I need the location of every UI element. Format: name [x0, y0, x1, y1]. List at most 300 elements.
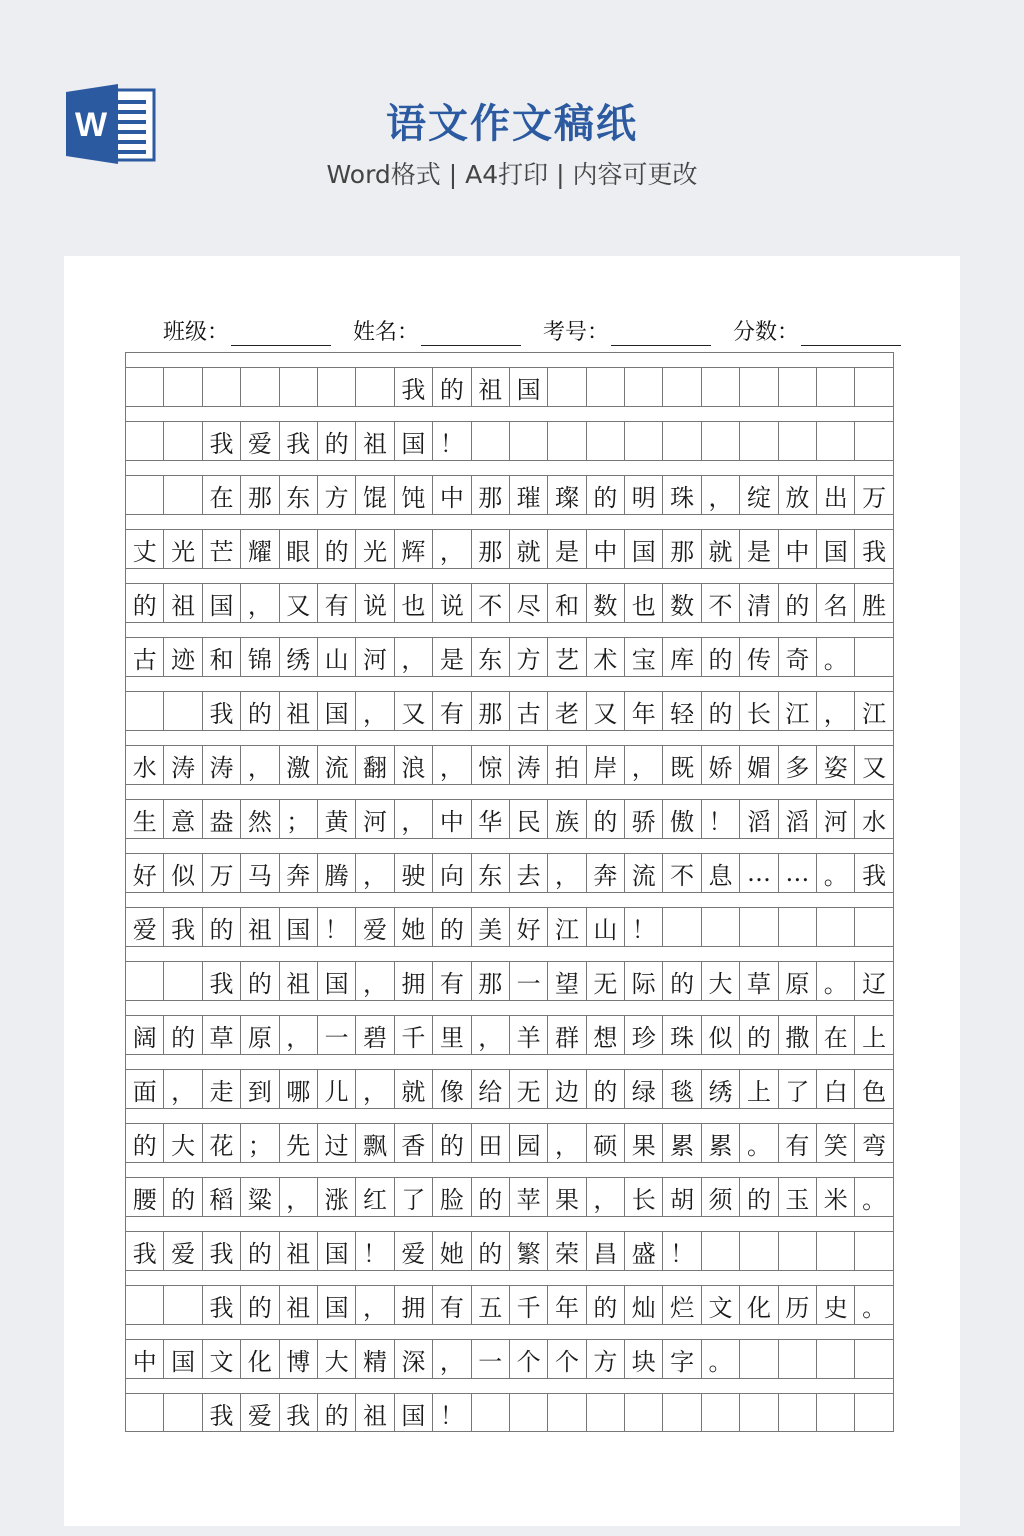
grid-cell[interactable]: 须: [702, 1178, 740, 1216]
grid-cell[interactable]: 说: [356, 584, 394, 622]
grid-cell[interactable]: 的: [587, 800, 625, 838]
grid-cell[interactable]: [779, 368, 817, 406]
grid-cell[interactable]: 长: [740, 692, 778, 730]
grid-cell[interactable]: 涨: [318, 1178, 356, 1216]
grid-cell[interactable]: 过: [318, 1124, 356, 1162]
grid-cell[interactable]: 方: [510, 638, 548, 676]
grid-cell[interactable]: 边: [548, 1070, 586, 1108]
grid-cell[interactable]: 腰: [126, 1178, 164, 1216]
grid-cell[interactable]: 是: [548, 530, 586, 568]
grid-cell[interactable]: 国: [510, 368, 548, 406]
grid-cell[interactable]: 馄: [356, 476, 394, 514]
grid-cell[interactable]: [855, 1340, 893, 1378]
grid-cell[interactable]: 盛: [625, 1232, 663, 1270]
grid-cell[interactable]: 那: [472, 692, 510, 730]
score-blank[interactable]: [801, 323, 901, 346]
name-blank[interactable]: [421, 323, 521, 346]
grid-cell[interactable]: [779, 1340, 817, 1378]
grid-cell[interactable]: 东: [472, 638, 510, 676]
grid-cell[interactable]: [241, 368, 279, 406]
grid-cell[interactable]: 好: [510, 908, 548, 946]
grid-cell[interactable]: 奔: [587, 854, 625, 892]
grid-cell[interactable]: 又: [855, 746, 893, 784]
grid-cell[interactable]: [548, 1394, 586, 1432]
grid-cell[interactable]: 拥: [395, 962, 433, 1000]
grid-cell[interactable]: 不: [663, 854, 701, 892]
grid-cell[interactable]: 就: [702, 530, 740, 568]
grid-cell[interactable]: 库: [663, 638, 701, 676]
grid-cell[interactable]: [779, 1394, 817, 1432]
grid-cell[interactable]: 老: [548, 692, 586, 730]
grid-cell[interactable]: 术: [587, 638, 625, 676]
grid-cell[interactable]: 的: [318, 1394, 356, 1432]
grid-cell[interactable]: 。: [817, 962, 855, 1000]
grid-cell[interactable]: [472, 422, 510, 460]
grid-cell[interactable]: 又: [280, 584, 318, 622]
grid-cell[interactable]: 的: [241, 962, 279, 1000]
grid-cell[interactable]: 昌: [587, 1232, 625, 1270]
grid-cell[interactable]: 祖: [280, 1232, 318, 1270]
grid-cell[interactable]: 国: [817, 530, 855, 568]
grid-cell[interactable]: 祖: [164, 584, 202, 622]
grid-cell[interactable]: ，: [433, 1340, 471, 1378]
grid-cell[interactable]: 文: [203, 1340, 241, 1378]
grid-cell[interactable]: 先: [280, 1124, 318, 1162]
grid-cell[interactable]: 爱: [241, 1394, 279, 1432]
grid-cell[interactable]: 大: [702, 962, 740, 1000]
grid-cell[interactable]: [702, 422, 740, 460]
grid-cell[interactable]: 的: [740, 1016, 778, 1054]
grid-cell[interactable]: 望: [548, 962, 586, 1000]
grid-cell[interactable]: 个: [510, 1340, 548, 1378]
grid-cell[interactable]: 化: [241, 1340, 279, 1378]
grid-cell[interactable]: 那: [241, 476, 279, 514]
grid-cell[interactable]: 那: [472, 530, 510, 568]
grid-cell[interactable]: 的: [126, 1124, 164, 1162]
grid-cell[interactable]: [126, 1286, 164, 1324]
grid-cell[interactable]: 的: [663, 962, 701, 1000]
grid-cell[interactable]: 我: [203, 692, 241, 730]
grid-cell[interactable]: 盎: [203, 800, 241, 838]
grid-cell[interactable]: 她: [433, 1232, 471, 1270]
grid-cell[interactable]: [587, 368, 625, 406]
grid-cell[interactable]: 年: [625, 692, 663, 730]
grid-cell[interactable]: 骄: [625, 800, 663, 838]
grid-cell[interactable]: ！: [663, 1232, 701, 1270]
grid-cell[interactable]: ，: [356, 692, 394, 730]
grid-cell[interactable]: ，: [702, 476, 740, 514]
grid-cell[interactable]: 的: [472, 1232, 510, 1270]
grid-cell[interactable]: 意: [164, 800, 202, 838]
grid-cell[interactable]: [164, 1286, 202, 1324]
grid-cell[interactable]: 。: [702, 1340, 740, 1378]
grid-cell[interactable]: 我: [203, 1286, 241, 1324]
grid-cell[interactable]: 河: [817, 800, 855, 838]
exam-number-blank[interactable]: [611, 323, 711, 346]
grid-cell[interactable]: [280, 368, 318, 406]
grid-cell[interactable]: [702, 368, 740, 406]
grid-cell[interactable]: 祖: [241, 908, 279, 946]
grid-cell[interactable]: 花: [203, 1124, 241, 1162]
grid-cell[interactable]: 有: [318, 584, 356, 622]
grid-cell[interactable]: [126, 962, 164, 1000]
grid-cell[interactable]: [740, 1232, 778, 1270]
grid-cell[interactable]: 。: [855, 1286, 893, 1324]
grid-cell[interactable]: 五: [472, 1286, 510, 1324]
grid-cell[interactable]: 我: [203, 962, 241, 1000]
grid-cell[interactable]: ，: [280, 1178, 318, 1216]
class-field[interactable]: [163, 315, 331, 346]
grid-cell[interactable]: 绿: [625, 1070, 663, 1108]
grid-cell[interactable]: 的: [203, 908, 241, 946]
grid-cell[interactable]: [740, 368, 778, 406]
grid-cell[interactable]: 果: [548, 1178, 586, 1216]
grid-cell[interactable]: 祖: [280, 962, 318, 1000]
grid-cell[interactable]: [817, 1394, 855, 1432]
grid-cell[interactable]: ，: [395, 800, 433, 838]
grid-cell[interactable]: 耀: [241, 530, 279, 568]
grid-cell[interactable]: 中: [433, 476, 471, 514]
grid-cell[interactable]: 的: [702, 638, 740, 676]
grid-cell[interactable]: 草: [203, 1016, 241, 1054]
grid-cell[interactable]: 艺: [548, 638, 586, 676]
grid-cell[interactable]: 国: [625, 530, 663, 568]
grid-cell[interactable]: 奔: [280, 854, 318, 892]
grid-cell[interactable]: 又: [395, 692, 433, 730]
grid-cell[interactable]: 大: [164, 1124, 202, 1162]
grid-cell[interactable]: 中: [587, 530, 625, 568]
grid-cell[interactable]: [587, 1394, 625, 1432]
grid-cell[interactable]: 华: [472, 800, 510, 838]
grid-cell[interactable]: 羊: [510, 1016, 548, 1054]
grid-cell[interactable]: 流: [318, 746, 356, 784]
grid-cell[interactable]: 古: [126, 638, 164, 676]
grid-cell[interactable]: 走: [203, 1070, 241, 1108]
grid-cell[interactable]: 的: [433, 908, 471, 946]
grid-cell[interactable]: [164, 1394, 202, 1432]
grid-cell[interactable]: 。: [740, 1124, 778, 1162]
grid-cell[interactable]: 爱: [356, 908, 394, 946]
grid-cell[interactable]: 的: [740, 1178, 778, 1216]
grid-cell[interactable]: 的: [126, 584, 164, 622]
grid-cell[interactable]: 撒: [779, 1016, 817, 1054]
grid-cell[interactable]: 长: [625, 1178, 663, 1216]
grid-cell[interactable]: 我: [126, 1232, 164, 1270]
grid-cell[interactable]: 也: [625, 584, 663, 622]
grid-cell[interactable]: 里: [433, 1016, 471, 1054]
grid-cell[interactable]: 累: [702, 1124, 740, 1162]
grid-cell[interactable]: ，: [356, 1286, 394, 1324]
grid-cell[interactable]: [740, 1394, 778, 1432]
grid-cell[interactable]: 中: [433, 800, 471, 838]
grid-cell[interactable]: 面: [126, 1070, 164, 1108]
grid-cell[interactable]: 国: [395, 422, 433, 460]
grid-cell[interactable]: [817, 368, 855, 406]
grid-cell[interactable]: 的: [241, 1232, 279, 1270]
grid-cell[interactable]: 灿: [625, 1286, 663, 1324]
grid-cell[interactable]: 国: [318, 1232, 356, 1270]
grid-cell[interactable]: 胡: [663, 1178, 701, 1216]
grid-cell[interactable]: 辽: [855, 962, 893, 1000]
grid-cell[interactable]: 拥: [395, 1286, 433, 1324]
grid-cell[interactable]: 田: [472, 1124, 510, 1162]
grid-cell[interactable]: 上: [740, 1070, 778, 1108]
grid-cell[interactable]: 给: [472, 1070, 510, 1108]
grid-cell[interactable]: [663, 908, 701, 946]
grid-cell[interactable]: 国: [280, 908, 318, 946]
grid-cell[interactable]: 腾: [318, 854, 356, 892]
grid-cell[interactable]: [855, 1232, 893, 1270]
grid-cell[interactable]: [779, 908, 817, 946]
grid-cell[interactable]: 不: [472, 584, 510, 622]
grid-cell[interactable]: 我: [855, 530, 893, 568]
grid-cell[interactable]: ，: [395, 638, 433, 676]
grid-cell[interactable]: 不: [702, 584, 740, 622]
grid-cell[interactable]: 博: [280, 1340, 318, 1378]
grid-cell[interactable]: 化: [740, 1286, 778, 1324]
grid-cell[interactable]: 的: [587, 476, 625, 514]
grid-cell[interactable]: 驶: [395, 854, 433, 892]
grid-cell[interactable]: 爱: [395, 1232, 433, 1270]
grid-cell[interactable]: 传: [740, 638, 778, 676]
grid-cell[interactable]: 的: [587, 1070, 625, 1108]
grid-cell[interactable]: 方: [318, 476, 356, 514]
grid-cell[interactable]: 涛: [203, 746, 241, 784]
grid-cell[interactable]: 精: [356, 1340, 394, 1378]
grid-cell[interactable]: [164, 422, 202, 460]
grid-cell[interactable]: 我: [395, 368, 433, 406]
grid-cell[interactable]: 江: [548, 908, 586, 946]
grid-cell[interactable]: ，: [817, 692, 855, 730]
grid-cell[interactable]: ！: [356, 1232, 394, 1270]
grid-cell[interactable]: …: [740, 854, 778, 892]
grid-cell[interactable]: [625, 1394, 663, 1432]
grid-cell[interactable]: 绽: [740, 476, 778, 514]
grid-cell[interactable]: 飘: [356, 1124, 394, 1162]
grid-cell[interactable]: 江: [779, 692, 817, 730]
grid-cell[interactable]: 粱: [241, 1178, 279, 1216]
grid-cell[interactable]: ；: [241, 1124, 279, 1162]
grid-cell[interactable]: [472, 1394, 510, 1432]
grid-cell[interactable]: 水: [126, 746, 164, 784]
grid-cell[interactable]: 就: [510, 530, 548, 568]
grid-cell[interactable]: 祖: [356, 1394, 394, 1432]
grid-cell[interactable]: 滔: [779, 800, 817, 838]
grid-cell[interactable]: 似: [164, 854, 202, 892]
grid-cell[interactable]: 璀: [510, 476, 548, 514]
name-field[interactable]: [353, 315, 521, 346]
grid-cell[interactable]: ，: [587, 1178, 625, 1216]
grid-cell[interactable]: 绣: [280, 638, 318, 676]
grid-cell[interactable]: 原: [779, 962, 817, 1000]
grid-cell[interactable]: 到: [241, 1070, 279, 1108]
grid-cell[interactable]: 果: [625, 1124, 663, 1162]
grid-cell[interactable]: 的: [164, 1178, 202, 1216]
grid-cell[interactable]: [510, 422, 548, 460]
grid-cell[interactable]: 国: [395, 1394, 433, 1432]
grid-cell[interactable]: 多: [779, 746, 817, 784]
grid-cell[interactable]: 翻: [356, 746, 394, 784]
grid-cell[interactable]: [702, 908, 740, 946]
class-blank[interactable]: [231, 323, 331, 346]
grid-cell[interactable]: 涛: [164, 746, 202, 784]
grid-cell[interactable]: 的: [433, 1124, 471, 1162]
grid-cell[interactable]: 了: [779, 1070, 817, 1108]
grid-cell[interactable]: 那: [472, 962, 510, 1000]
grid-cell[interactable]: 祖: [280, 692, 318, 730]
grid-cell[interactable]: 又: [587, 692, 625, 730]
grid-cell[interactable]: 我: [855, 854, 893, 892]
grid-cell[interactable]: 珠: [663, 1016, 701, 1054]
grid-cell[interactable]: 民: [510, 800, 548, 838]
grid-cell[interactable]: 史: [817, 1286, 855, 1324]
grid-cell[interactable]: 生: [126, 800, 164, 838]
grid-cell[interactable]: 千: [510, 1286, 548, 1324]
grid-cell[interactable]: ，: [280, 1016, 318, 1054]
grid-cell[interactable]: 芒: [203, 530, 241, 568]
grid-cell[interactable]: 毯: [663, 1070, 701, 1108]
grid-cell[interactable]: 一: [318, 1016, 356, 1054]
grid-cell[interactable]: 绣: [702, 1070, 740, 1108]
grid-cell[interactable]: 有: [433, 692, 471, 730]
grid-cell[interactable]: 流: [625, 854, 663, 892]
grid-cell[interactable]: [126, 422, 164, 460]
grid-cell[interactable]: 烂: [663, 1286, 701, 1324]
grid-cell[interactable]: ！: [433, 422, 471, 460]
grid-cell[interactable]: 光: [356, 530, 394, 568]
grid-cell[interactable]: 上: [855, 1016, 893, 1054]
grid-cell[interactable]: 我: [203, 1232, 241, 1270]
grid-cell[interactable]: 迹: [164, 638, 202, 676]
grid-cell[interactable]: 族: [548, 800, 586, 838]
grid-cell[interactable]: 香: [395, 1124, 433, 1162]
grid-cell[interactable]: ，: [548, 1124, 586, 1162]
grid-cell[interactable]: 我: [280, 1394, 318, 1432]
grid-cell[interactable]: 好: [126, 854, 164, 892]
grid-cell[interactable]: [203, 368, 241, 406]
grid-cell[interactable]: [855, 368, 893, 406]
grid-cell[interactable]: 脸: [433, 1178, 471, 1216]
grid-cell[interactable]: [855, 638, 893, 676]
grid-cell[interactable]: [817, 1232, 855, 1270]
grid-cell[interactable]: 块: [625, 1340, 663, 1378]
grid-cell[interactable]: 的: [587, 1286, 625, 1324]
grid-cell[interactable]: 苹: [510, 1178, 548, 1216]
grid-cell[interactable]: ，: [472, 1016, 510, 1054]
grid-cell[interactable]: [318, 368, 356, 406]
grid-cell[interactable]: [663, 368, 701, 406]
grid-cell[interactable]: 笑: [817, 1124, 855, 1162]
grid-cell[interactable]: 傲: [663, 800, 701, 838]
grid-cell[interactable]: 弯: [855, 1124, 893, 1162]
grid-cell[interactable]: 水: [855, 800, 893, 838]
grid-cell[interactable]: 我: [203, 1394, 241, 1432]
grid-cell[interactable]: ，: [356, 1070, 394, 1108]
grid-cell[interactable]: 放: [779, 476, 817, 514]
grid-cell[interactable]: 名: [817, 584, 855, 622]
grid-cell[interactable]: 江: [855, 692, 893, 730]
grid-cell[interactable]: 说: [433, 584, 471, 622]
grid-cell[interactable]: [164, 962, 202, 1000]
grid-cell[interactable]: 园: [510, 1124, 548, 1162]
grid-cell[interactable]: [740, 1340, 778, 1378]
grid-cell[interactable]: 的: [241, 692, 279, 730]
grid-cell[interactable]: 想: [587, 1016, 625, 1054]
grid-cell[interactable]: 既: [663, 746, 701, 784]
grid-cell[interactable]: [817, 908, 855, 946]
grid-cell[interactable]: 数: [587, 584, 625, 622]
grid-cell[interactable]: 有: [433, 962, 471, 1000]
grid-cell[interactable]: [510, 1394, 548, 1432]
grid-cell[interactable]: 也: [395, 584, 433, 622]
grid-cell[interactable]: 方: [587, 1340, 625, 1378]
grid-cell[interactable]: 。: [817, 854, 855, 892]
grid-cell[interactable]: [740, 908, 778, 946]
grid-cell[interactable]: 的: [164, 1016, 202, 1054]
grid-cell[interactable]: 马: [241, 854, 279, 892]
grid-cell[interactable]: [164, 368, 202, 406]
grid-cell[interactable]: [126, 692, 164, 730]
grid-cell[interactable]: 她: [395, 908, 433, 946]
grid-cell[interactable]: 像: [433, 1070, 471, 1108]
grid-cell[interactable]: [779, 422, 817, 460]
grid-cell[interactable]: 国: [164, 1340, 202, 1378]
grid-cell[interactable]: 美: [472, 908, 510, 946]
grid-cell[interactable]: 中: [779, 530, 817, 568]
grid-cell[interactable]: ！: [433, 1394, 471, 1432]
grid-cell[interactable]: 米: [817, 1178, 855, 1216]
grid-cell[interactable]: 娇: [702, 746, 740, 784]
grid-cell[interactable]: 是: [740, 530, 778, 568]
grid-cell[interactable]: [548, 368, 586, 406]
grid-cell[interactable]: 的: [318, 422, 356, 460]
grid-cell[interactable]: 我: [164, 908, 202, 946]
grid-cell[interactable]: 涛: [510, 746, 548, 784]
grid-cell[interactable]: 媚: [740, 746, 778, 784]
grid-cell[interactable]: 然: [241, 800, 279, 838]
grid-cell[interactable]: 黄: [318, 800, 356, 838]
grid-cell[interactable]: ，: [433, 746, 471, 784]
grid-cell[interactable]: 碧: [356, 1016, 394, 1054]
grid-cell[interactable]: 出: [817, 476, 855, 514]
grid-cell[interactable]: 色: [855, 1070, 893, 1108]
grid-cell[interactable]: [702, 1394, 740, 1432]
grid-cell[interactable]: 山: [318, 638, 356, 676]
grid-cell[interactable]: 历: [779, 1286, 817, 1324]
grid-cell[interactable]: 息: [702, 854, 740, 892]
grid-cell[interactable]: [625, 422, 663, 460]
grid-cell[interactable]: 山: [587, 908, 625, 946]
grid-cell[interactable]: 有: [433, 1286, 471, 1324]
grid-cell[interactable]: 国: [318, 1286, 356, 1324]
grid-cell[interactable]: 万: [203, 854, 241, 892]
grid-cell[interactable]: 去: [510, 854, 548, 892]
grid-cell[interactable]: 明: [625, 476, 663, 514]
grid-cell[interactable]: 河: [356, 638, 394, 676]
grid-cell[interactable]: 眼: [280, 530, 318, 568]
grid-cell[interactable]: [702, 1232, 740, 1270]
grid-cell[interactable]: …: [779, 854, 817, 892]
grid-cell[interactable]: 和: [203, 638, 241, 676]
grid-cell[interactable]: 和: [548, 584, 586, 622]
grid-cell[interactable]: 白: [817, 1070, 855, 1108]
grid-cell[interactable]: 国: [318, 692, 356, 730]
grid-cell[interactable]: 宝: [625, 638, 663, 676]
grid-cell[interactable]: 的: [433, 368, 471, 406]
grid-cell[interactable]: 中: [126, 1340, 164, 1378]
grid-cell[interactable]: 有: [779, 1124, 817, 1162]
grid-cell[interactable]: 就: [395, 1070, 433, 1108]
